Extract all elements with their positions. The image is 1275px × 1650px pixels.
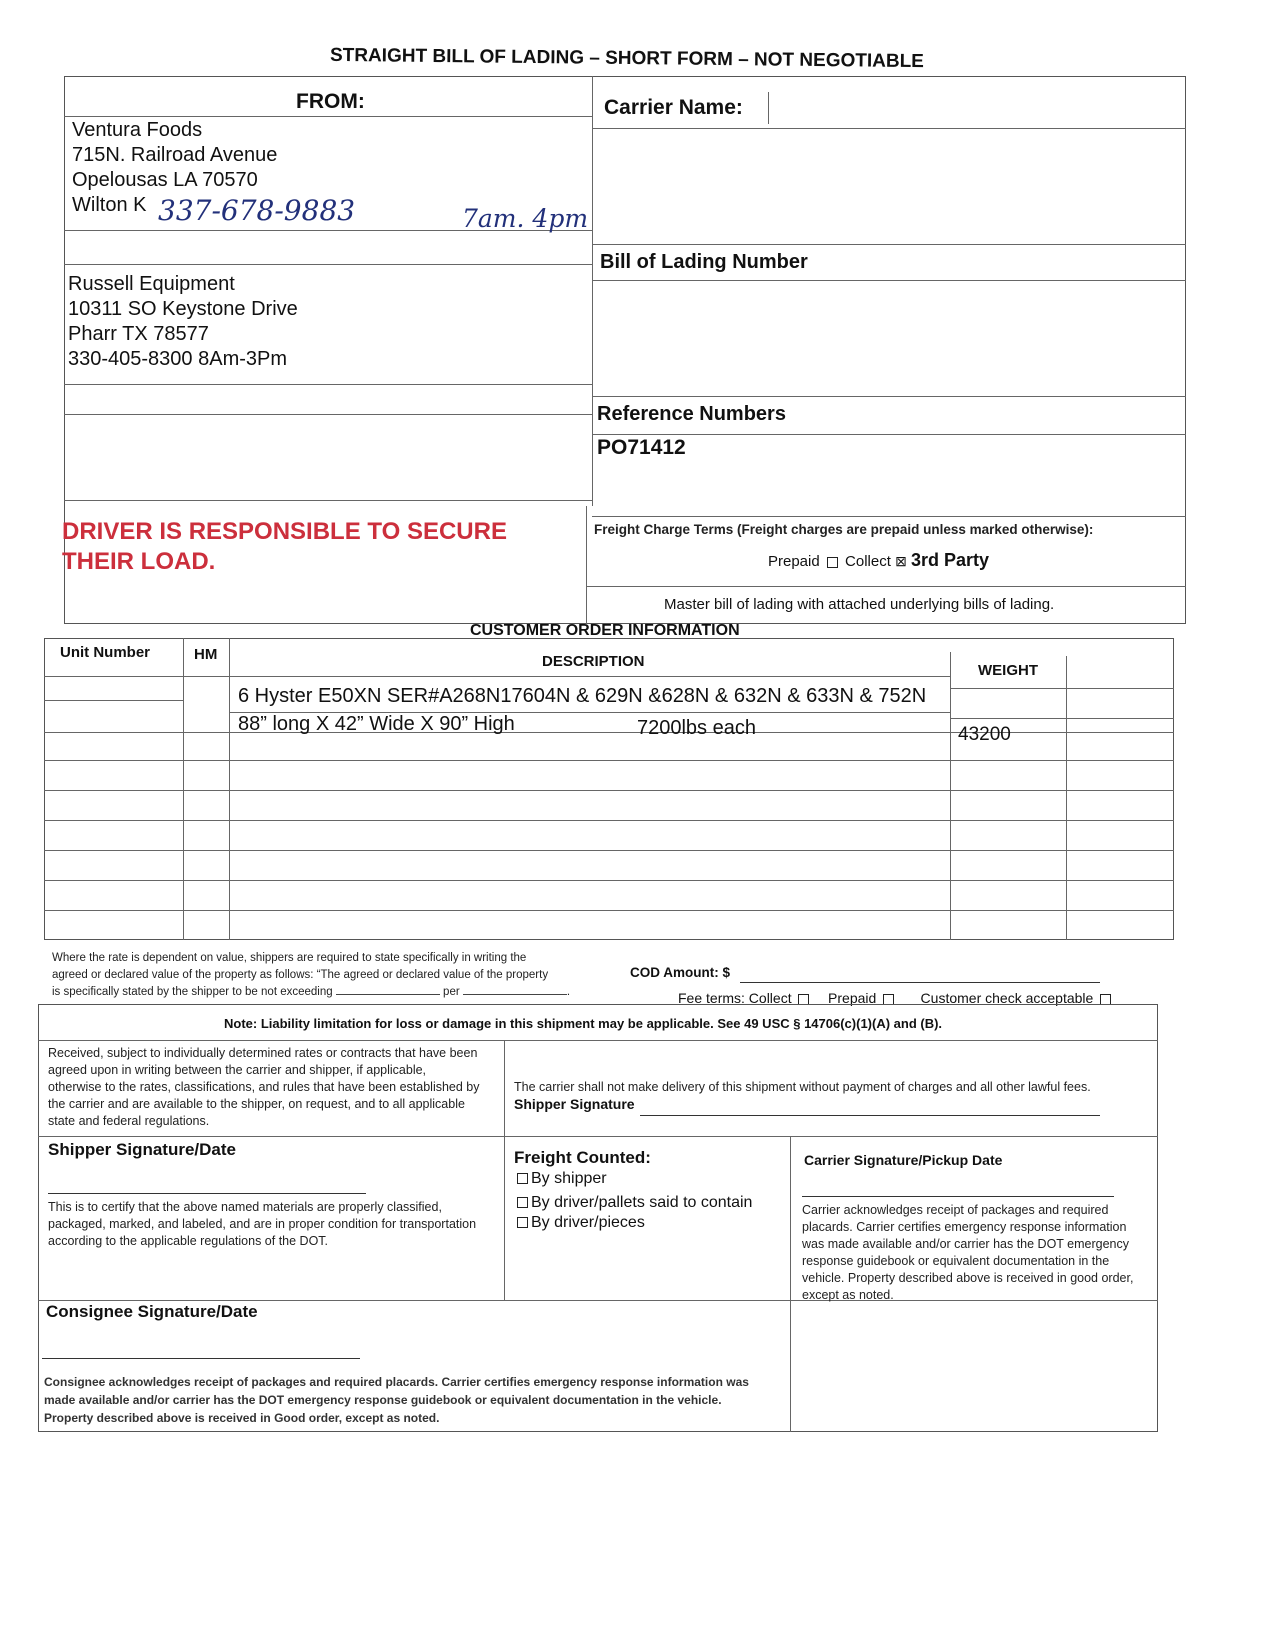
by-shipper-label: By shipper: [531, 1170, 607, 1187]
bill-of-lading-number-field[interactable]: [600, 290, 1160, 316]
reference-number-value: PO71412: [597, 436, 686, 459]
consignee-signature-field[interactable]: [42, 1358, 360, 1359]
col-header-hm: HM: [194, 646, 218, 663]
order-row-2-unit-weight: 7200lbs each: [637, 717, 756, 739]
carrier-name-field[interactable]: [780, 96, 1180, 122]
to-address-line-3: Pharr TX 78577: [68, 323, 209, 345]
from-address-line-1: Ventura Foods: [72, 119, 203, 141]
shipper-certify-2: packaged, marked, and labeled, and are in proper condition for transportation: [48, 1217, 477, 1231]
carrier-ack-2: placards. Carrier certifies emergency response information: [802, 1220, 1127, 1234]
shipper-signature-date-label: Shipper Signature/Date: [48, 1140, 236, 1159]
received-text-1: Received, subject to individually determined rates or contracts that have been: [48, 1046, 478, 1060]
by-shipper-checkbox[interactable]: [517, 1173, 528, 1184]
cod-amount-label: COD Amount: $: [630, 965, 730, 980]
consignee-signature-date-label: Consignee Signature/Date: [46, 1302, 258, 1321]
consignee-ack-1: Consignee acknowledges receipt of packages and required placards. Carrier certifies emergency response information was: [44, 1375, 749, 1389]
order-row-1-description: 6 Hyster E50XN SER#A268N17604N & 629N &628N & 632N & 633N & 752N: [238, 685, 927, 707]
third-party-option-label: 3rd Party: [910, 550, 990, 570]
shipper-signature-date-field[interactable]: [48, 1193, 366, 1194]
shipper-signature-field[interactable]: [640, 1115, 1100, 1116]
by-driver-pieces-checkbox[interactable]: [517, 1217, 528, 1228]
value-note-line-1: Where the rate is dependent on value, shippers are required to state specifically in writing the: [52, 952, 527, 964]
shipper-certify-1: This is to certify that the above named materials are properly classified,: [48, 1200, 442, 1214]
document-title: STRAIGHT BILL OF LADING – SHORT FORM – NOT NEGOTIABLE: [329, 44, 925, 73]
consignee-ack-2: made available and/or carrier has the DOT emergency response guidebook or equivalent documentation in the vehicle.: [44, 1393, 722, 1407]
by-driver-pieces-label: By driver/pieces: [531, 1214, 645, 1231]
to-address-line-1: Russell Equipment: [68, 273, 235, 295]
order-row-2-weight: 43200: [958, 724, 1011, 745]
collect-checkbox-marked[interactable]: ⊠: [895, 553, 907, 569]
freight-counted-label: Freight Counted:: [514, 1148, 651, 1167]
carrier-ack-5: vehicle. Property described above is received in good order,: [802, 1271, 1134, 1285]
from-contact-name: Wilton K: [72, 194, 147, 216]
handwritten-hours: 7am. 4pm: [462, 204, 589, 233]
collect-option-label: Collect: [845, 553, 891, 570]
driver-responsibility-notice: DRIVER IS RESPONSIBLE TO SECURE THEIR LOAD.: [62, 518, 507, 575]
liability-note: Note: Liability limitation for loss or damage in this shipment may be applicable. See 49 USC § 14706(c)(1)(A) and (B).: [224, 1016, 943, 1031]
value-note-line-3-text: is specifically stated by the shipper to be not exceeding: [52, 986, 333, 998]
order-row-2-description: 88” long X 42” Wide X 90” High: [238, 713, 515, 735]
received-text-5: state and federal regulations.: [48, 1114, 210, 1128]
carrier-delivery-text: The carrier shall not make delivery of this shipment without payment of charges and all other lawful fees.: [514, 1080, 1091, 1094]
shipper-signature-label: Shipper Signature: [514, 1096, 635, 1112]
to-address-line-2: 10311 SO Keystone Drive: [68, 298, 298, 320]
carrier-ack-1: Carrier acknowledges receipt of packages and required: [802, 1203, 1109, 1217]
value-note-line-2: agreed or declared value of the property as follows: “The agreed or declared value of the property: [52, 969, 549, 981]
customer-check-label: Customer check acceptable: [920, 990, 1094, 1006]
freight-counted-option-1[interactable]: [514, 1170, 607, 1188]
carrier-ack-3: was made available and/or carrier has the DOT emergency: [802, 1237, 1130, 1251]
from-address-line-2: 715N. Railroad Avenue: [72, 144, 278, 166]
received-text-3: otherwise to the rates, classifications, and rules that have been established by: [48, 1080, 480, 1094]
cod-amount-field[interactable]: [740, 982, 1100, 983]
from-address-line-3: Opelousas LA 70570: [72, 169, 258, 191]
shipper-certify-3: according to the applicable regulations of the DOT.: [48, 1234, 329, 1248]
freight-counted-option-2[interactable]: [514, 1194, 752, 1212]
by-driver-pallets-label: By driver/pallets said to contain: [531, 1194, 753, 1211]
handwritten-phone: 337-678-9883: [158, 194, 356, 227]
prepaid-option-label: Prepaid: [768, 553, 820, 570]
customer-order-table: [44, 638, 1174, 940]
prepaid-checkbox[interactable]: [827, 557, 838, 568]
fee-terms-collect-label: Fee terms: Collect: [678, 990, 792, 1006]
to-address-line-4: 330-405-8300 8Am-3Pm: [68, 348, 288, 370]
carrier-signature-label: Carrier Signature/Pickup Date: [804, 1152, 1003, 1168]
from-label: FROM:: [296, 90, 365, 113]
carrier-signature-field[interactable]: [802, 1196, 1114, 1197]
value-note-line-3: is specifically stated by the shipper to be not exceeding per .: [52, 986, 571, 998]
fee-prepaid-label: Prepaid: [828, 990, 877, 1006]
carrier-ack-6: except as noted.: [802, 1288, 894, 1302]
reference-numbers-label: Reference Numbers: [597, 403, 786, 425]
received-text-2: agreed upon in writing between the carrier and shipper, if applicable,: [48, 1063, 427, 1077]
col-header-description: DESCRIPTION: [542, 653, 645, 670]
value-note-per: per: [443, 986, 460, 998]
freight-counted-option-3[interactable]: [514, 1214, 645, 1232]
by-driver-pallets-checkbox[interactable]: [517, 1197, 528, 1208]
freight-charge-terms-label: Freight Charge Terms (Freight charges are prepaid unless marked otherwise):: [594, 522, 1094, 537]
customer-order-title: CUSTOMER ORDER INFORMATION: [470, 622, 740, 639]
col-header-unit-number: Unit Number: [60, 644, 150, 661]
consignee-ack-3: Property described above is received in Good order, except as noted.: [44, 1411, 440, 1425]
freight-charge-options: [768, 550, 989, 571]
bill-of-lading-number-label: Bill of Lading Number: [600, 251, 808, 273]
carrier-ack-4: response guidebook or equivalent documentation in the: [802, 1254, 1110, 1268]
col-header-weight: WEIGHT: [978, 662, 1038, 679]
received-text-4: the carrier and are available to the shipper, on request, and to all applicable: [48, 1097, 465, 1111]
master-bill-note: Master bill of lading with attached underlying bills of lading.: [664, 596, 1055, 613]
carrier-name-label: Carrier Name:: [604, 96, 743, 119]
